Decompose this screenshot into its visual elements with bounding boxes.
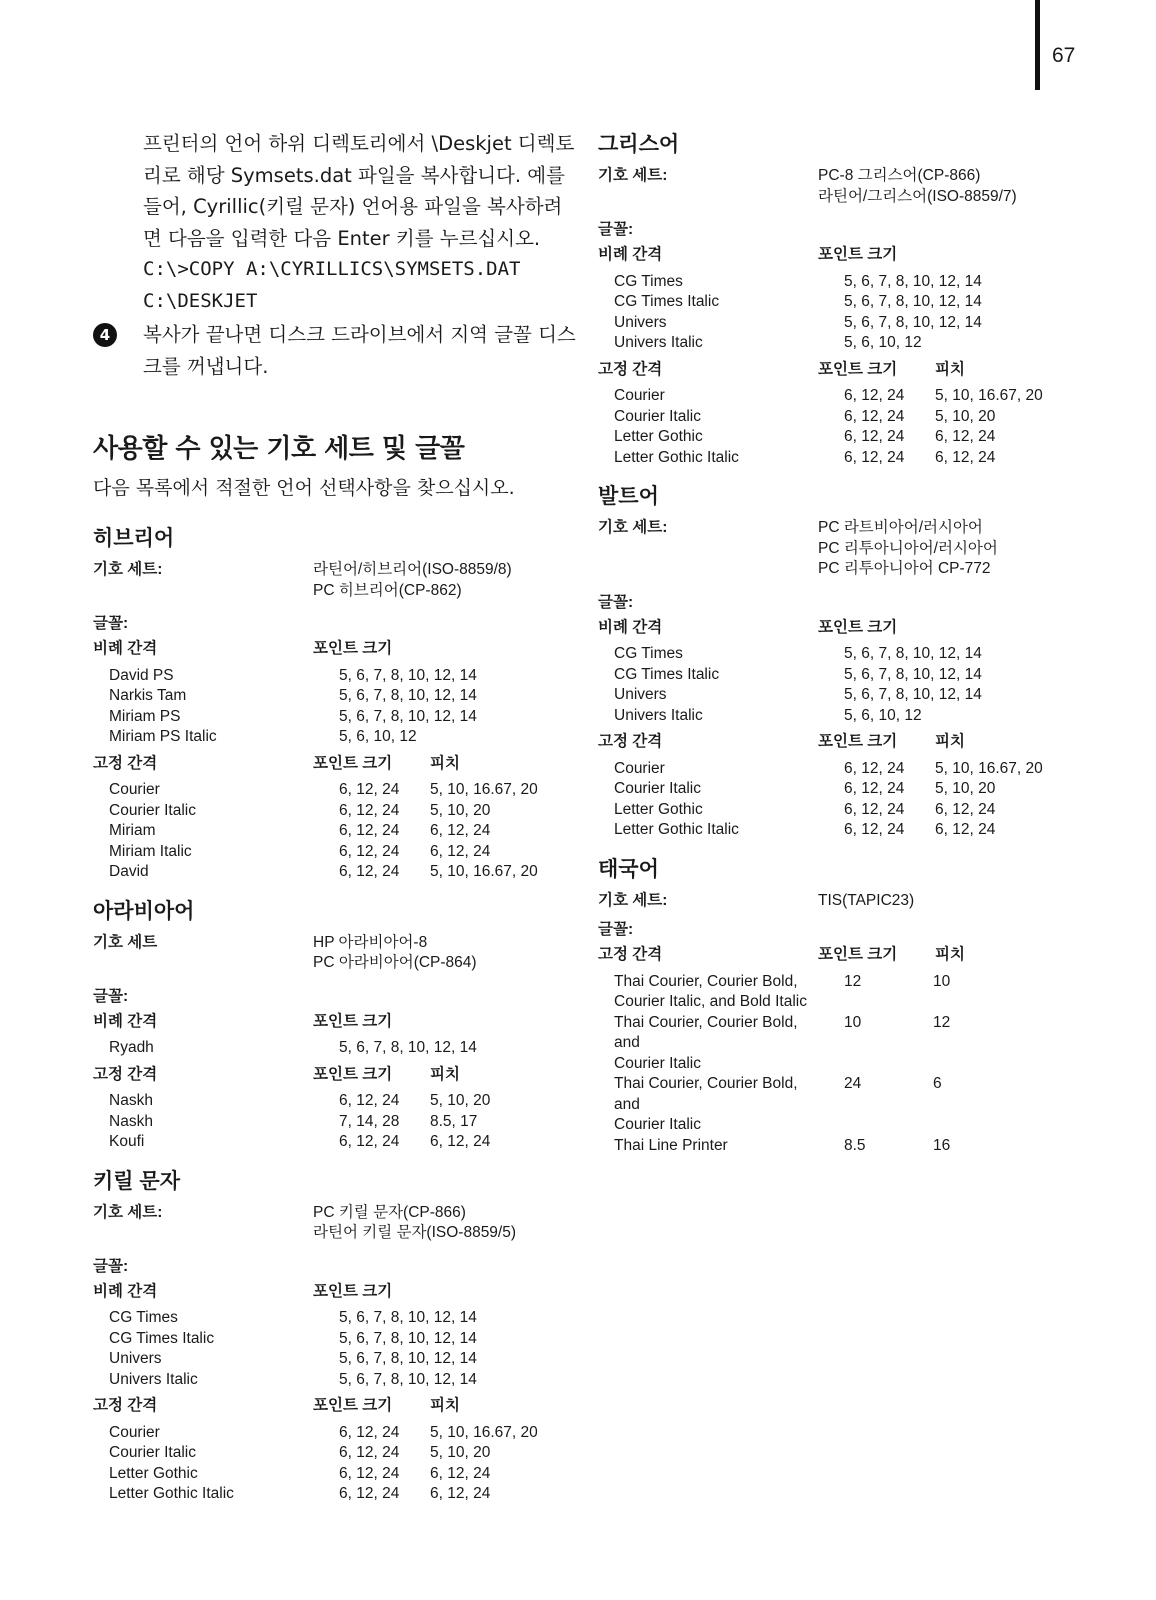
font-name: David PS: [109, 666, 174, 684]
symbol-set: PC 키릴 문자(CP-866): [313, 1203, 466, 1221]
font-name: Courier: [614, 387, 665, 404]
font-name: CG Times Italic: [109, 1329, 215, 1347]
fixed-label: 고정 간격: [93, 1065, 158, 1083]
font-pitch: 6, 12, 24: [935, 800, 996, 818]
font-name: Ryadh: [109, 1039, 154, 1056]
symbol-sets-label: 기호 세트:: [598, 167, 668, 184]
font-sizes: 5, 6, 7, 8, 10, 12, 14: [844, 293, 982, 310]
font-row: [93, 686, 573, 707]
fixed-label: 고정 간격: [598, 360, 663, 378]
prop-header: [93, 1012, 573, 1033]
font-sizes: 6, 12, 24: [844, 448, 905, 466]
pitch-header: 피치: [935, 360, 965, 378]
font-name-line: Thai Courier, Courier Bold, and: [614, 1075, 798, 1113]
font-row: [598, 272, 1078, 293]
font-sizes: 6, 12, 24: [339, 1092, 400, 1109]
font-name: Letter Gothic Italic: [109, 1485, 234, 1502]
point-size-header: 포인트 크기: [313, 1397, 393, 1414]
prop-header: [598, 618, 1078, 639]
font-row: [598, 313, 1078, 334]
font-row: [93, 727, 573, 748]
font-sizes: 10: [844, 1013, 862, 1031]
fonts-label: 글꼴:: [93, 987, 129, 1005]
font-sizes: 12: [844, 972, 862, 990]
symbol-set: PC 라트비아어/러시아어: [818, 519, 983, 536]
lang-cyrillic: [93, 1165, 573, 1505]
font-sizes: 6, 12, 24: [339, 842, 400, 860]
font-name: Courier Italic: [109, 1444, 196, 1461]
font-sizes: 6, 12, 24: [844, 780, 905, 797]
font-sizes: 6, 12, 24: [339, 1423, 400, 1441]
symbol-sets-list: [313, 560, 573, 601]
symbol-set: TIS(TAPIC23): [818, 891, 915, 909]
fixed-header: [598, 945, 1078, 966]
font-sizes: 5, 6, 7, 8, 10, 12, 14: [844, 272, 982, 290]
symbol-sets-label: 기호 세트:: [598, 891, 668, 909]
font-row: [93, 1443, 573, 1464]
font-sizes: 5, 6, 7, 8, 10, 12, 14: [844, 665, 982, 683]
fixed-header: [93, 754, 573, 775]
fixed-label: 고정 간격: [598, 733, 663, 750]
fixed-header: [93, 1396, 573, 1417]
symbol-sets-row: [93, 933, 573, 974]
font-row: [93, 1329, 573, 1350]
prop-label: 비례 간격: [93, 1282, 158, 1300]
font-name-line: Thai Line Printer: [614, 1136, 728, 1154]
symbol-set: 라틴어/히브리어(ISO-8859/8): [313, 561, 512, 578]
font-row: [93, 1484, 573, 1505]
font-row: [598, 1013, 1078, 1075]
font-name: Miriam: [109, 822, 156, 839]
font-row: [598, 972, 1078, 1013]
pitch-header: 피치: [430, 1397, 460, 1414]
point-size-header: 포인트 크기: [313, 1012, 393, 1030]
font-name-line: Thai Courier, Courier Bold,: [614, 972, 798, 990]
font-pitch: 5, 10, 16.67, 20: [430, 863, 538, 880]
page-number: 67: [1052, 44, 1076, 67]
font-name-line: Courier Italic: [614, 1054, 701, 1072]
font-name: Univers Italic: [614, 706, 703, 724]
font-pitch: 10: [933, 972, 951, 990]
font-pitch: 12: [933, 1013, 951, 1031]
fixed-label: 고정 간격: [598, 946, 663, 963]
font-name: CG Times: [109, 1309, 178, 1326]
font-sizes: 8.5: [844, 1136, 866, 1154]
symbol-set: PC 아라비아어(CP-864): [313, 954, 477, 971]
font-row: [93, 780, 573, 801]
left-column: [93, 128, 576, 1505]
font-row: [598, 706, 1078, 727]
font-sizes: 6, 12, 24: [339, 1444, 400, 1461]
step-3-text: [143, 128, 573, 317]
font-row: [93, 666, 573, 687]
font-sizes: 5, 6, 7, 8, 10, 12, 14: [339, 1329, 477, 1347]
font-name: Univers Italic: [614, 334, 703, 351]
symbol-set: PC 히브리어(CP-862): [313, 581, 462, 599]
right-column: [598, 128, 1078, 1156]
font-sizes: 5, 6, 10, 12: [844, 334, 922, 351]
fixed-header: [598, 732, 1078, 753]
font-name: Letter Gothic: [109, 1464, 198, 1482]
symbol-set: HP 아라비아어-8: [313, 933, 428, 951]
font-name: CG Times Italic: [614, 665, 720, 683]
lang-hebrew: [93, 522, 573, 883]
font-pitch: 5, 10, 16.67, 20: [935, 387, 1043, 404]
fonts-label: 글꼴:: [598, 221, 634, 238]
font-sizes: 6, 12, 24: [844, 407, 905, 425]
fonts-label: 글꼴:: [93, 615, 129, 632]
section-subtitle: 다음 목록에서 적절한 언어 선택사항을 찾으십시오.: [93, 477, 515, 499]
font-pitch: 6, 12, 24: [935, 428, 996, 445]
font-pitch: 5, 10, 20: [430, 1444, 491, 1461]
symbol-sets-label: 기호 세트:: [93, 561, 163, 578]
point-size-header: 포인트 크기: [313, 754, 393, 772]
font-sizes: 6, 12, 24: [844, 800, 905, 818]
symbol-set: PC-8 그리스어(CP-866): [818, 167, 981, 184]
symbol-sets-label: 기호 세트:: [598, 519, 668, 536]
font-sizes: 5, 6, 7, 8, 10, 12, 14: [339, 666, 477, 684]
font-sizes: 5, 6, 7, 8, 10, 12, 14: [339, 687, 477, 704]
font-row: [93, 862, 573, 883]
page-edge-bar: [1035, 0, 1040, 90]
command-line: C:\DESKJET: [143, 289, 258, 312]
font-row: [598, 644, 1078, 665]
lang-title: 발트어: [598, 485, 659, 508]
symbol-sets-list: [818, 166, 1078, 207]
font-sizes: 5, 6, 7, 8, 10, 12, 14: [339, 1309, 477, 1326]
font-name: David: [109, 863, 149, 880]
font-row: [93, 707, 573, 728]
symbol-set: 라틴어 키릴 문자(ISO-8859/5): [313, 1224, 517, 1241]
pitch-header: 피치: [935, 946, 965, 963]
step-3-line: 들어, Cyrillic(키릴 문자) 언어용 파일을 복사하려: [143, 195, 563, 218]
fonts-label: 글꼴:: [598, 593, 634, 611]
font-pitch: 5, 10, 20: [935, 780, 996, 797]
font-row: [93, 1349, 573, 1370]
font-row: [93, 842, 573, 863]
step-3-line: 면 다음을 입력한 다음 Enter 키를 누르십시오.: [143, 226, 541, 250]
font-row: [598, 407, 1078, 428]
point-size-header: 포인트 크기: [818, 946, 898, 963]
font-name-line: Courier Italic, and Bold Italic: [614, 993, 807, 1010]
font-row: [598, 759, 1078, 780]
prop-header: [93, 639, 573, 660]
font-name: [598, 1074, 818, 1136]
font-name: Univers: [109, 1350, 162, 1367]
font-row: [598, 685, 1078, 706]
font-sizes: 5, 6, 7, 8, 10, 12, 14: [339, 1350, 477, 1367]
font-row: [598, 333, 1078, 354]
font-pitch: 5, 10, 16.67, 20: [430, 781, 538, 798]
point-size-header: 포인트 크기: [818, 618, 898, 636]
font-sizes: 24: [844, 1075, 862, 1092]
font-sizes: 6, 12, 24: [339, 822, 400, 839]
step-3-line: 리로 해당 Symsets.dat 파일을 복사합니다. 예를: [143, 163, 565, 187]
font-row: [93, 801, 573, 822]
font-pitch: 6, 12, 24: [935, 821, 996, 838]
font-sizes: 6, 12, 24: [844, 759, 905, 777]
pitch-header: 피치: [430, 1065, 460, 1083]
font-row: [93, 1423, 573, 1444]
font-name-line: Courier Italic: [614, 1116, 701, 1133]
point-size-header: 포인트 크기: [313, 640, 393, 657]
symbol-sets-list: [818, 518, 1078, 580]
font-name: Courier: [614, 759, 665, 777]
font-row: [598, 386, 1078, 407]
font-pitch: 6, 12, 24: [430, 1133, 491, 1150]
font-pitch: 5, 10, 16.67, 20: [935, 759, 1043, 777]
font-sizes: 6, 12, 24: [844, 428, 905, 445]
font-sizes: 5, 6, 7, 8, 10, 12, 14: [339, 1370, 477, 1388]
font-row: [93, 1038, 573, 1059]
font-row: [598, 1136, 1078, 1157]
font-name: Koufi: [109, 1133, 145, 1150]
symbol-sets-row: [598, 891, 1078, 912]
font-row: [93, 821, 573, 842]
point-size-header: 포인트 크기: [818, 360, 898, 378]
font-name: Courier: [109, 1423, 160, 1441]
font-name: CG Times Italic: [614, 293, 720, 310]
font-sizes: 6, 12, 24: [339, 1485, 400, 1502]
font-sizes: 5, 6, 7, 8, 10, 12, 14: [339, 707, 477, 725]
lang-greek: [598, 128, 1078, 468]
point-size-header: 포인트 크기: [313, 1282, 393, 1300]
font-name: Miriam PS: [109, 707, 181, 725]
font-name: Univers Italic: [109, 1370, 198, 1388]
pitch-header: 피치: [430, 754, 460, 772]
font-pitch: 6, 12, 24: [430, 822, 491, 839]
step-4-line: 복사가 끝나면 디스크 드라이브에서 지역 글꼴 디스: [143, 323, 576, 346]
font-name: CG Times: [614, 645, 683, 662]
font-name: Courier: [109, 781, 160, 798]
fixed-header: [598, 360, 1078, 381]
font-pitch: 16: [933, 1136, 951, 1154]
fixed-label: 고정 간격: [93, 754, 158, 772]
font-name: Courier Italic: [614, 407, 701, 425]
fixed-label: 고정 간격: [93, 1397, 158, 1414]
prop-label: 비례 간격: [93, 640, 158, 657]
symbol-sets-label: 기호 세트: [93, 933, 158, 951]
symbol-sets-list: [313, 1203, 573, 1244]
font-sizes: 6, 12, 24: [339, 863, 400, 880]
font-name: Letter Gothic: [614, 428, 703, 445]
font-name: Narkis Tam: [109, 687, 187, 704]
font-pitch: 5, 10, 20: [430, 801, 491, 819]
font-name: Naskh: [109, 1112, 153, 1130]
symbol-sets-row: [93, 1203, 573, 1244]
font-sizes: 5, 6, 7, 8, 10, 12, 14: [844, 686, 982, 703]
symbol-sets-list: [313, 933, 573, 974]
prop-label: 비례 간격: [598, 246, 663, 263]
lang-baltic: [598, 480, 1078, 841]
lang-arabic: [93, 895, 573, 1153]
font-name: Letter Gothic Italic: [614, 821, 739, 838]
command-line: C:\>COPY A:\CYRILLICS\SYMSETS.DAT: [143, 258, 521, 280]
lang-title: 히브리어: [93, 527, 175, 550]
lang-thai: [598, 853, 1078, 1157]
font-name: CG Times: [614, 272, 683, 290]
symbol-set: PC 리투아니아어/러시아어: [818, 539, 998, 557]
font-sizes: 6, 12, 24: [844, 387, 905, 404]
step-3-line: 프린터의 언어 하위 디렉토리에서 \Deskjet 디렉토: [143, 132, 575, 155]
symbol-sets-label: 기호 세트:: [93, 1203, 163, 1221]
step-number-bullet: 4: [93, 323, 117, 347]
font-pitch: 6, 12, 24: [430, 842, 491, 860]
font-row: [598, 448, 1078, 469]
font-sizes: 6, 12, 24: [339, 1133, 400, 1150]
font-sizes: 6, 12, 24: [339, 801, 400, 819]
font-pitch: 6, 12, 24: [430, 1464, 491, 1482]
symbol-set: PC 리투아니아어 CP-772: [818, 560, 991, 577]
font-pitch: 8.5, 17: [430, 1112, 478, 1130]
symbol-set: 라틴어/그리스어(ISO-8859/7): [818, 187, 1017, 205]
prop-label: 비례 간격: [598, 618, 663, 636]
font-row: [598, 1074, 1078, 1136]
fixed-header: [93, 1065, 573, 1086]
font-row: [598, 427, 1078, 448]
font-pitch: 6: [933, 1075, 942, 1092]
font-sizes: 5, 6, 7, 8, 10, 12, 14: [844, 313, 982, 331]
font-row: [598, 665, 1078, 686]
font-row: [93, 1132, 573, 1153]
prop-header: [93, 1282, 573, 1303]
font-name: Miriam Italic: [109, 842, 192, 860]
font-sizes: 5, 6, 7, 8, 10, 12, 14: [844, 645, 982, 662]
lang-title: 그리스어: [598, 133, 680, 156]
font-name: Miriam PS Italic: [109, 728, 217, 745]
prop-label: 비례 간격: [93, 1012, 158, 1030]
symbol-sets-row: [598, 166, 1078, 207]
font-pitch: 5, 10, 20: [430, 1092, 491, 1109]
point-size-header: 포인트 크기: [818, 733, 898, 750]
font-name: Naskh: [109, 1092, 153, 1109]
font-name-line: Thai Courier, Courier Bold, and: [614, 1013, 798, 1051]
font-sizes: 6, 12, 24: [339, 781, 400, 798]
font-row: [598, 820, 1078, 841]
font-pitch: 5, 10, 16.67, 20: [430, 1423, 538, 1441]
font-name: Univers: [614, 686, 667, 703]
font-name: [598, 1136, 818, 1157]
font-row: [598, 292, 1078, 313]
font-row: [93, 1091, 573, 1112]
font-name: Courier Italic: [614, 780, 701, 797]
font-pitch: 6, 12, 24: [935, 448, 996, 466]
font-pitch: 5, 10, 20: [935, 407, 996, 425]
step-4-line: 크를 꺼냅니다.: [143, 354, 269, 378]
lang-title: 태국어: [598, 857, 659, 881]
prop-header: [598, 245, 1078, 266]
point-size-header: 포인트 크기: [313, 1065, 393, 1083]
font-sizes: 5, 6, 10, 12: [844, 706, 922, 724]
font-sizes: 5, 6, 7, 8, 10, 12, 14: [339, 1039, 477, 1056]
step-4-text: [99, 319, 576, 382]
font-sizes: 6, 12, 24: [844, 821, 905, 838]
lang-title: 아라비아어: [93, 899, 195, 923]
section-title: 사용할 수 있는 기호 세트 및 글꼴: [93, 434, 465, 464]
font-pitch: 6, 12, 24: [430, 1485, 491, 1502]
font-row: [93, 1308, 573, 1329]
font-name: Letter Gothic Italic: [614, 448, 739, 466]
font-name: Letter Gothic: [614, 800, 703, 818]
font-name: Univers: [614, 313, 667, 331]
point-size-header: 포인트 크기: [818, 246, 898, 263]
font-sizes: 5, 6, 10, 12: [339, 728, 417, 745]
lang-title: 키릴 문자: [93, 1169, 180, 1193]
font-row: [598, 779, 1078, 800]
fonts-label: 글꼴:: [93, 1257, 129, 1275]
pitch-header: 피치: [935, 733, 965, 750]
font-name: [598, 972, 818, 1013]
font-row: [93, 1112, 573, 1133]
font-row: [598, 800, 1078, 821]
fonts-label: 글꼴:: [598, 921, 634, 938]
font-name: [598, 1013, 818, 1075]
font-name: Courier Italic: [109, 801, 196, 819]
font-sizes: 7, 14, 28: [339, 1112, 400, 1130]
font-row: [93, 1370, 573, 1391]
symbol-sets-row: [93, 560, 573, 601]
font-sizes: 6, 12, 24: [339, 1464, 400, 1482]
font-row: [93, 1464, 573, 1485]
symbol-sets-row: [598, 518, 1078, 580]
